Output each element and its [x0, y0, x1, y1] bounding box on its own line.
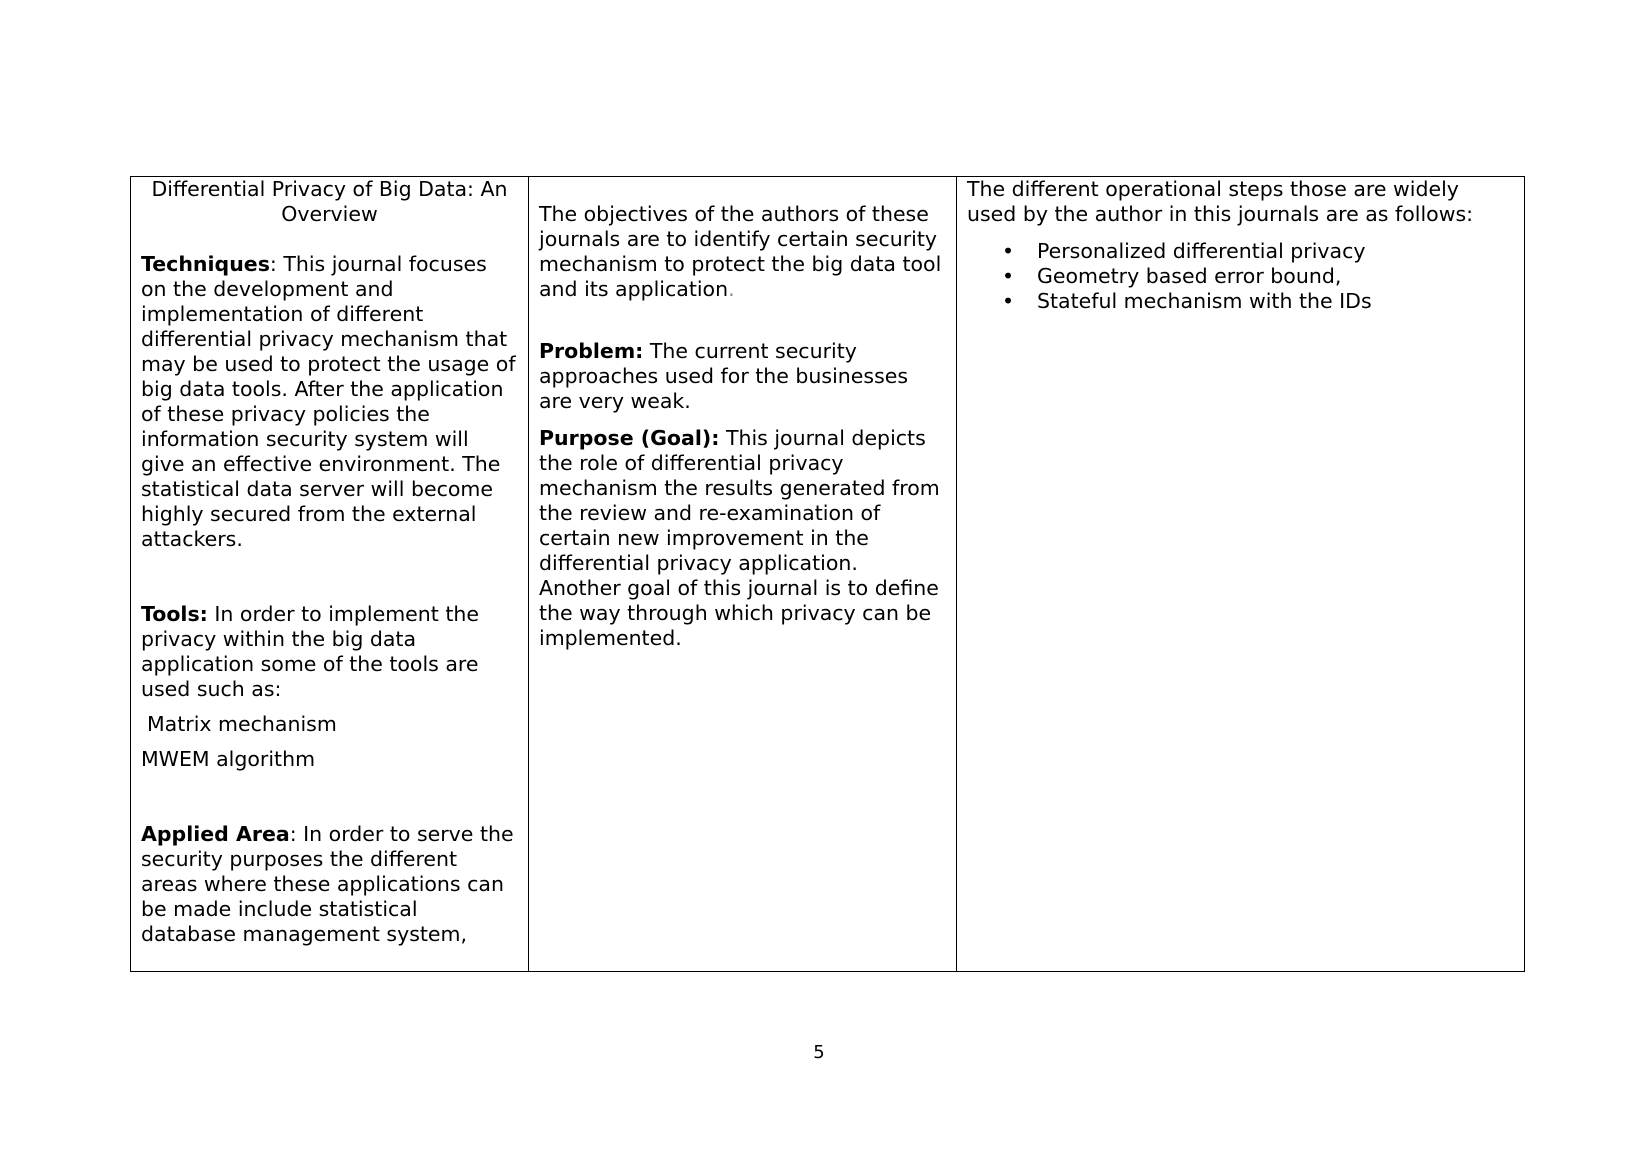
step-text: Personalized differential privacy — [1037, 239, 1366, 263]
page-number: 5 — [813, 1042, 825, 1063]
objectives-paragraph — [539, 202, 946, 302]
list-item — [1002, 239, 1514, 264]
techniques-label: Techniques — [141, 252, 270, 276]
applied-area-label: Applied Area — [141, 822, 290, 846]
problem-paragraph — [539, 339, 946, 414]
tool-item-matrix: Matrix mechanism — [147, 712, 337, 736]
tools-text: In order to implement the privacy within the big data application some of the tools are used such as: — [141, 602, 479, 701]
bullet-icon: • — [1002, 264, 1015, 288]
purpose-paragraph — [539, 426, 946, 651]
literature-review-table — [130, 176, 1525, 972]
bullet-icon: • — [1002, 239, 1015, 263]
problem-label: Problem: — [539, 339, 644, 363]
problem-text: The current security approaches used for the businesses are very weak. — [539, 339, 909, 413]
journal-title: Differential Privacy of Big Data: An Overview — [151, 177, 508, 226]
list-item — [1002, 289, 1514, 314]
steps-intro: The different operational steps those are widely used by the author in this journals are as follows: — [967, 177, 1474, 226]
tools-label: Tools: — [141, 602, 208, 626]
step-text: Stateful mechanism with the IDs — [1037, 289, 1372, 313]
objectives-text: The objectives of the authors of these journals are to identify certain security mechanism to protect the big data tool and its application — [539, 202, 942, 301]
step-text: Geometry based error bound, — [1037, 264, 1342, 288]
steps-list — [967, 239, 1514, 314]
table-row — [131, 177, 1525, 972]
journal-summary-cell — [131, 177, 529, 972]
objectives-end: . — [728, 277, 735, 301]
operational-steps-cell — [957, 177, 1525, 972]
applied-area-paragraph — [141, 822, 518, 947]
tool-item-mwem: MWEM algorithm — [141, 747, 316, 771]
tools-paragraph — [141, 602, 518, 702]
techniques-paragraph — [141, 252, 518, 552]
purpose-text: This journal depicts the role of differential privacy mechanism the results generated from the review and re-examination of certain new improvement in the differential privacy application. Another goal of this journal is to define the way through which privacy can be implemented. — [539, 426, 940, 650]
objectives-cell — [529, 177, 957, 972]
bullet-icon: • — [1002, 289, 1015, 313]
list-item — [1002, 264, 1514, 289]
purpose-label: Purpose (Goal): — [539, 426, 720, 450]
applied-area-text: : In order to serve the security purposes the different areas where these applications can be made include statistical database management system, — [141, 822, 514, 946]
techniques-text: : This journal focuses on the development and implementation of different differential privacy mechanism that may be used to protect the usage of big data tools. After the application of these privacy policies the information security system will give an effective environment. The statistical data server will become highly secured from the external attackers. — [141, 252, 516, 551]
